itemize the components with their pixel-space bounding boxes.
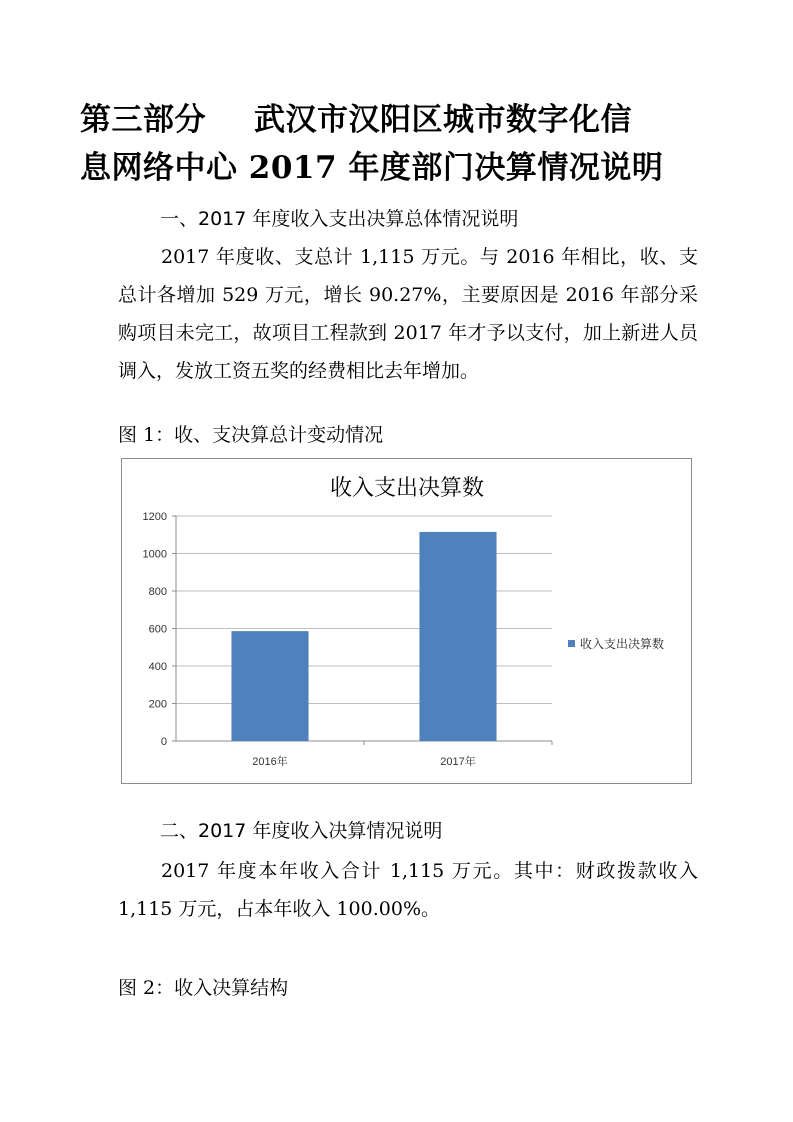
figure2-caption: 图 2：收入决算结构 <box>118 977 289 999</box>
y-tick-label: 400 <box>148 661 167 673</box>
y-tick-label: 0 <box>160 736 167 748</box>
y-tick-label: 1200 <box>142 511 167 523</box>
y-tick-label: 800 <box>148 586 167 598</box>
y-tick-label: 600 <box>148 623 167 636</box>
section1-paragraph: 2017 年度收、支总计 1,115 万元。与 2016 年相比，收、支总计各增加 529 万元，增长 90.27%，主要原因是 2016 年部分采购项目未完工，故项目工程款到 2017 年才予以支付，加上新进人员调入，发放工资五奖的经费相比去年增加。 <box>118 246 698 382</box>
x-tick-label: 2016年 <box>252 756 288 768</box>
bar-1 <box>231 631 308 741</box>
section2-heading: 二、2017 年度收入决算情况说明 <box>160 820 443 842</box>
legend-swatch <box>568 640 575 647</box>
title-line2: 息网络中心 2017 年度部门决算情况说明 <box>80 150 664 186</box>
figure1-chart <box>121 458 692 784</box>
chart-title: 收入支出决算数 <box>329 476 485 501</box>
legend-label: 收入支出决算数 <box>580 637 665 651</box>
title-line1: 武汉市汉阳区城市数字化信 <box>254 102 632 138</box>
y-tick-label: 1000 <box>142 548 167 561</box>
figure1-caption: 图 1：收、支决算总计变动情况 <box>118 424 384 446</box>
y-tick-label: 200 <box>148 698 167 711</box>
chart-canvas <box>122 459 691 783</box>
section2-paragraph: 2017 年度本年收入合计 1,115 万元。其中：财政拨款收入 1,115 万元，占本年收入 100.00%。 <box>118 860 698 920</box>
x-tick-label: 2017年 <box>440 756 476 768</box>
title-part-label: 第三部分 <box>80 102 206 138</box>
bar-2 <box>419 532 496 741</box>
document-title <box>80 96 720 192</box>
section1-heading: 一、2017 年度收入支出决算总体情况说明 <box>160 208 519 230</box>
